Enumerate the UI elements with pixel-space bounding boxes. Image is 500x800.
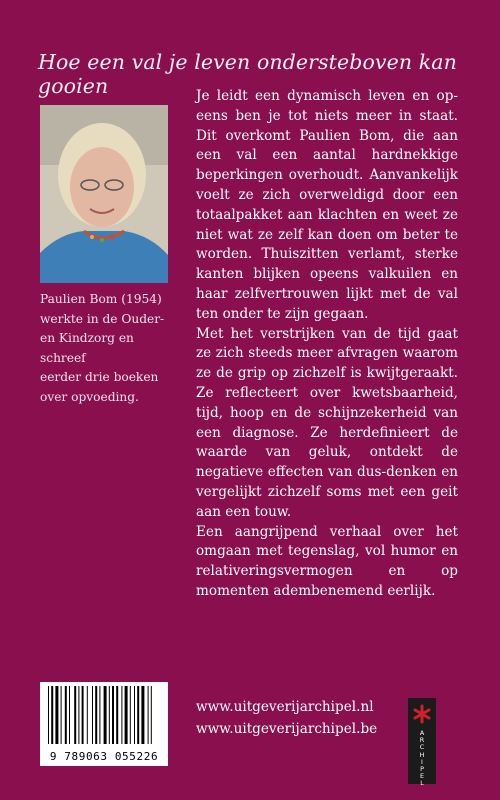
barcode-bar bbox=[92, 686, 93, 744]
barcode-bar bbox=[69, 686, 70, 744]
barcode-bar bbox=[82, 686, 84, 744]
publisher-logo bbox=[408, 698, 436, 788]
barcode-bar bbox=[104, 686, 107, 744]
author-photo bbox=[40, 105, 168, 283]
publisher-url[interactable]: www.uitgeverijarchipel.be bbox=[196, 721, 378, 737]
barcode-bar bbox=[141, 686, 144, 744]
logo-letter: A bbox=[419, 729, 425, 737]
isbn-number: 9 789063 055226 bbox=[49, 750, 159, 763]
barcode-bar bbox=[99, 686, 100, 744]
barcode-bar bbox=[148, 686, 149, 744]
blurb-paragraph: Je leidt een dynamisch leven en op-eens ben je tot niets meer in staat. Dit overkomt Paulien Bom, die aan een val een aantal hardnekkige beperkingen overhoudt. Aanvankelijk voelt ze zich overweldigd door een totaalpakket aan klachten en weet ze niet wat ze zelf kan doen om beter te worden. Thuiszitten verlamt, sterke kanten blijken opeens valkuilen en haar zelfvertrouwen lijkt met de val ten onder te zijn gegaan. bbox=[196, 88, 458, 322]
isbn-barcode bbox=[40, 682, 168, 766]
logo-letter: H bbox=[419, 750, 425, 759]
logo-letter: L bbox=[420, 779, 424, 788]
barcode-bar bbox=[74, 686, 76, 744]
blurb bbox=[196, 87, 458, 602]
barcode-bar bbox=[48, 686, 49, 744]
barcode-bar bbox=[78, 686, 79, 744]
barcode-bar bbox=[65, 686, 67, 744]
logo-letter: P bbox=[420, 765, 424, 774]
blurb-paragraph: Een aangrijpend verhaal over het omgaan met tegenslag, vol humor en relativeringsvermogen en op momenten adembenemend eerlijk. bbox=[196, 523, 458, 599]
barcode-bar bbox=[121, 686, 122, 744]
asterisk-icon bbox=[412, 704, 432, 724]
publisher-urls bbox=[196, 697, 416, 741]
barcode-bar bbox=[61, 686, 62, 744]
logo-letter: C bbox=[419, 743, 425, 752]
publisher-url[interactable]: www.uitgeverijarchipel.nl bbox=[196, 699, 374, 715]
barcode-bar bbox=[109, 686, 110, 744]
author-bio bbox=[40, 290, 180, 407]
barcode-bar bbox=[137, 686, 139, 744]
barcode-bar bbox=[87, 686, 88, 744]
blurb-paragraph: Met het verstrijken van de tijd gaat ze zich steeds meer afvragen waarom ze de grip op zichzelf is kwijtgeraakt. Ze reflecteert over kwetsbaarheid, tijd, hoop en de schijnzekerheid van een diagnose. Ze herdefinieert de waarde van geluk, ontdekt de negatieve effecten van dus-denken en vergelijkt zichzelf soms met een geit aan een touw. bbox=[196, 325, 458, 520]
author-bio-line: over opvoeding. bbox=[40, 389, 139, 404]
author-bio-line: werkte in de Ouder- bbox=[40, 311, 165, 326]
logo-letter: R bbox=[419, 736, 425, 745]
barcode-bar bbox=[51, 686, 53, 744]
barcode-bar bbox=[125, 686, 128, 744]
barcode-bar bbox=[116, 686, 118, 744]
barcode-bar bbox=[134, 686, 135, 744]
author-bio-line: eerder drie boeken bbox=[40, 370, 159, 384]
barcode-bar bbox=[95, 686, 97, 744]
author-bio-line: Paulien Bom (1954) bbox=[40, 292, 162, 306]
logo-letter: I bbox=[421, 757, 423, 766]
author-bio-line: en Kindzorg en schreef bbox=[40, 331, 134, 365]
logo-wordmark bbox=[408, 730, 436, 788]
logo-letter: E bbox=[419, 772, 425, 781]
back-cover-tagline: Hoe een val je leven ondersteboven kan gooien bbox=[38, 50, 457, 98]
barcode-bar bbox=[55, 686, 58, 744]
barcode-bars bbox=[40, 682, 168, 748]
barcode-bar bbox=[130, 686, 131, 744]
barcode-bar bbox=[151, 686, 152, 744]
barcode-bar bbox=[112, 686, 114, 744]
